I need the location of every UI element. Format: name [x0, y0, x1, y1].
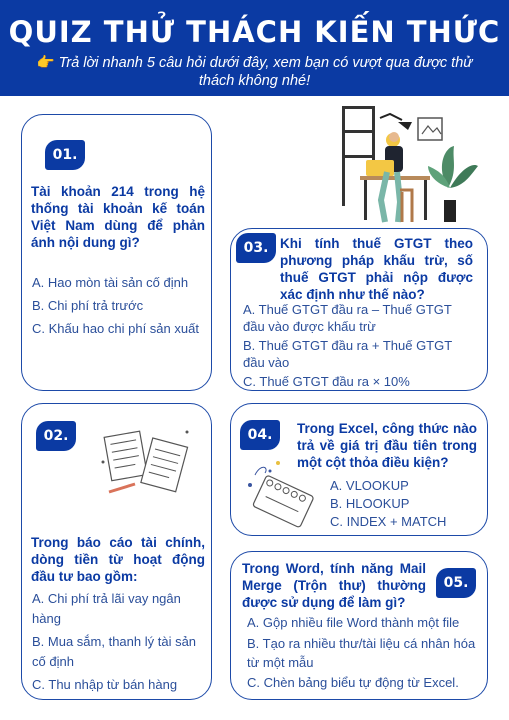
- question-number-2: 02.: [36, 421, 76, 451]
- question-text-2: Trong báo cáo tài chính, dòng tiền từ hoạt động đầu tư bao gồm:: [31, 535, 205, 584]
- page-subtitle: [0, 54, 509, 90]
- question-text-1: Tài khoản 214 trong hệ thống tài khoản kế toán Việt Nam dùng để phản ánh nội dung gì?: [31, 184, 205, 250]
- question-text-4: Trong Excel, công thức nào trả về giá trị đầu tiên trong một cột thỏa điều kiện?: [297, 421, 477, 470]
- option-a[interactable]: A. Gộp nhiều file Word thành một file: [247, 615, 460, 630]
- option-a[interactable]: A. Hao mòn tài sản cố định: [32, 275, 189, 290]
- documents-illustration: [95, 422, 195, 502]
- option-c[interactable]: C. Chèn bảng biểu tự động từ Excel.: [247, 675, 459, 690]
- header-banner: [0, 0, 509, 96]
- option-b[interactable]: B. Tạo ra nhiều thư/tài liệu cá nhân hóa từ một mẫu: [247, 636, 476, 670]
- subtitle-text: Trả lời nhanh 5 câu hỏi dưới đây, xem bạn có vượt qua được thử thách không nhé!: [58, 55, 473, 89]
- options-list-1: [32, 273, 204, 339]
- question-number-5: 05.: [436, 568, 476, 598]
- question-number-3: 03.: [236, 233, 276, 263]
- pointing-hand-icon: 👉: [36, 55, 55, 71]
- question-text-3: Khi tính thuế GTGT theo phương pháp khấu trừ, số thuế GTGT phải nộp được xác định như thế nào?: [280, 236, 473, 302]
- option-a[interactable]: A. Thuế GTGT đầu ra – Thuế GTGT đầu vào được khấu trừ: [243, 302, 452, 334]
- option-c[interactable]: C. Thuế GTGT đầu ra × 10%: [243, 374, 410, 389]
- option-b[interactable]: B. Chi phí trả trước: [32, 298, 144, 313]
- options-list-5: [247, 613, 482, 693]
- question-number-1: 01.: [45, 140, 85, 170]
- person-at-desk-illustration: [330, 100, 480, 230]
- option-b[interactable]: B. Mua sắm, thanh lý tài sản cố định: [32, 634, 197, 669]
- page-title: QUIZ THỬ THÁCH KIẾN THỨC: [8, 15, 501, 49]
- options-list-4: [330, 477, 480, 531]
- option-c[interactable]: C. Khấu hao chi phí sản xuất: [32, 321, 199, 336]
- option-a[interactable]: A. Chi phí trả lãi vay ngân hàng: [32, 591, 181, 626]
- option-c[interactable]: C. Thu nhập từ bán hàng: [32, 677, 178, 692]
- question-number-4: 04.: [240, 420, 280, 450]
- option-b[interactable]: B. HLOOKUP: [330, 496, 410, 511]
- question-text-5: Trong Word, tính năng Mail Merge (Trộn thư) thường được sử dụng để làm gì?: [242, 561, 426, 610]
- options-list-2: [32, 589, 204, 695]
- option-c[interactable]: C. INDEX + MATCH: [330, 514, 447, 529]
- option-a[interactable]: A. VLOOKUP: [330, 478, 409, 493]
- option-b[interactable]: B. Thuế GTGT đầu ra + Thuế GTGT đầu vào: [243, 338, 452, 370]
- options-list-3: [243, 301, 465, 390]
